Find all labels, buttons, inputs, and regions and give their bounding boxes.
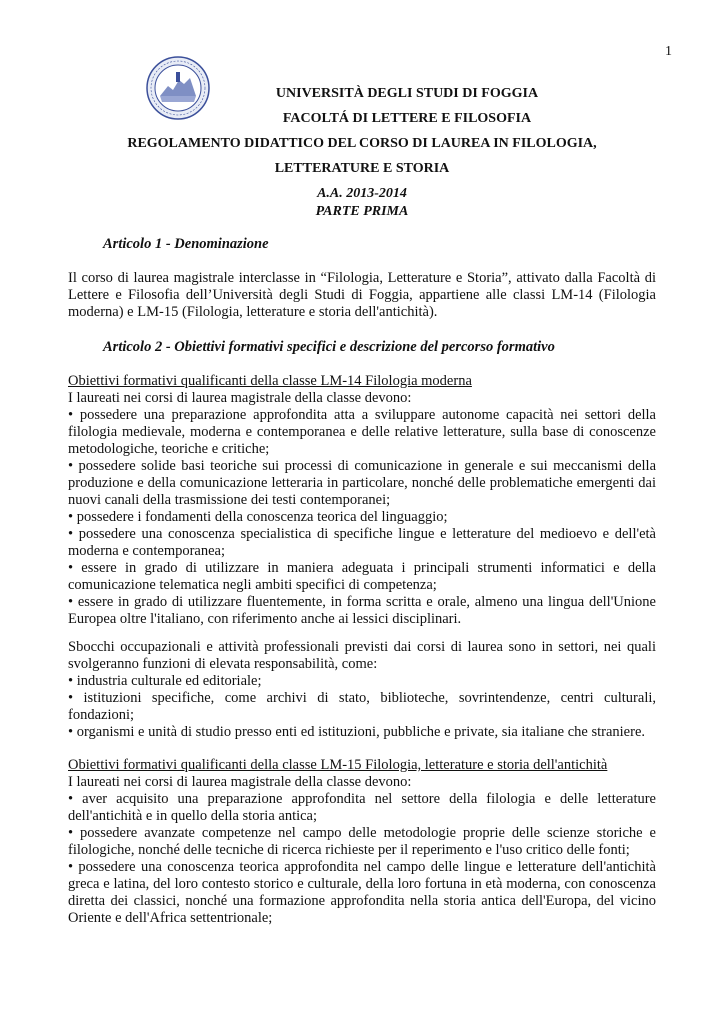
outlets-item: • istituzioni specifiche, come archivi di stato, biblioteche, sovrintendenze, centri culturali, fondazioni; <box>68 690 656 723</box>
document-part: PARTE PRIMA <box>315 204 409 219</box>
outlets-intro: Sbocchi occupazionali e attività professionali previsti dai corsi di laurea sono in settori, nei quali svolgeranno funzioni di elevata responsabilità, come: <box>68 639 656 672</box>
article-1-title: Articolo 1 - Denominazione <box>103 236 269 252</box>
academic-year: A.A. 2013-2014 <box>317 186 407 201</box>
lm14-section <box>68 373 656 628</box>
lm15-item: • aver acquisito una preparazione approfondita nel settore della filologia e delle letterature dell'antichità e in quello della storia antica; <box>68 791 656 824</box>
lm14-item: • essere in grado di utilizzare fluentemente, in forma scritta e orale, almeno una lingua dell'Unione Europea oltre l'italiano, con riferimento anche ai lessici disciplinari. <box>68 594 656 627</box>
lm14-item: • essere in grado di utilizzare in maniera adeguata i principali strumenti informatici e della comunicazione telematica negli ambiti specifici di competenza; <box>68 560 656 593</box>
article-1-body <box>68 270 656 321</box>
lm15-intro: I laureati nei corsi di laurea magistrale della classe devono: <box>68 774 412 790</box>
lm14-item: • possedere i fondamenti della conoscenza teorica del linguaggio; <box>68 509 448 525</box>
regulation-title-line1: REGOLAMENTO DIDATTICO DEL CORSO DI LAUREA IN FILOLOGIA, <box>127 136 597 151</box>
lm15-item: • possedere una conoscenza teorica approfondita nel campo delle lingue e letterature dell'antichità greca e latina, del loro contesto storico e culturale, della loro fortuna in età moderna, con conoscenza diretta dei classici, nonché una formazione approfondita nella storia antica dell'Europa, del vicino Oriente e dell'Africa settentrionale; <box>68 859 656 926</box>
lm14-intro: I laureati nei corsi di laurea magistrale della classe devono: <box>68 390 412 406</box>
article-2-title: Articolo 2 - Obiettivi formativi specifici e descrizione del percorso formativo <box>103 339 555 355</box>
lm15-heading: Obiettivi formativi qualificanti della classe LM-15 Filologia, letterature e storia dell'antichità <box>68 757 608 773</box>
regulation-title-line2: LETTERATURE E STORIA <box>274 161 450 176</box>
article-1-text: Il corso di laurea magistrale interclasse in “Filologia, Letterature e Storia”, attivato dalla Facoltà di Lettere e Filosofia dell’Università degli Studi di Foggia, appartiene alle classi LM-14 (Filologia moderna) e LM-15 (Filologia, letterature e storia dell'antichità). <box>68 270 656 320</box>
lm15-section <box>68 757 656 927</box>
lm14-item: • possedere una conoscenza specialistica di specifiche lingue e letterature del medioevo e dell'età moderna e contemporanea; <box>68 526 656 559</box>
lm14-item: • possedere una preparazione approfondita atta a sviluppare autonome capacità nei settori della filologia medievale, moderna e contemporanea e delle relative letterature, sulla base di conoscenze metodologiche, teoriche e critiche; <box>68 407 656 457</box>
page-number: 1 <box>665 44 672 59</box>
outlets-section <box>68 639 656 741</box>
lm14-item: • possedere solide basi teoriche sui processi di comunicazione in generale e sui meccanismi della produzione e della comunicazione letteraria in particolare, nonché delle problematiche emergenti dai nuovi canali della trasmissione dei testi contemporanei; <box>68 458 656 508</box>
university-name: UNIVERSITÀ DEGLI STUDI DI FOGGIA <box>275 86 539 101</box>
faculty-name: FACOLTÁ DI LETTERE E FILOSOFIA <box>282 111 532 126</box>
lm14-heading: Obiettivi formativi qualificanti della classe LM-14 Filologia moderna <box>68 373 472 389</box>
outlets-item: • organismi e unità di studio presso enti ed istituzioni, pubbliche e private, sia italiane che straniere. <box>68 724 646 740</box>
outlets-item: • industria culturale ed editoriale; <box>68 673 262 689</box>
lm15-item: • possedere avanzate competenze nel campo delle metodologie proprie delle scienze storiche e filologiche, nonché delle tecniche di ricerca richieste per il reperimento e l'uso critico delle fonti; <box>68 825 656 858</box>
